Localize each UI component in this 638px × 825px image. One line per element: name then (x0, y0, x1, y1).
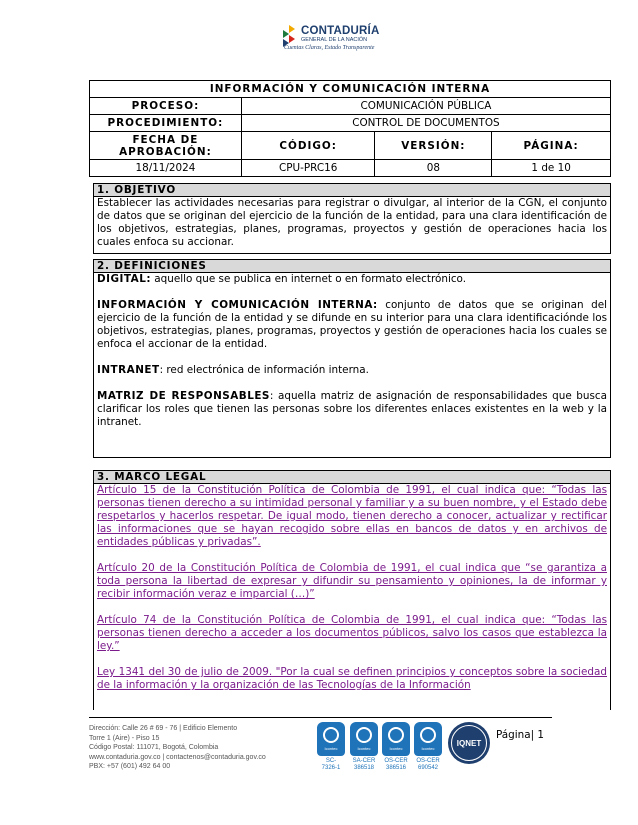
section-heading: 1. OBJETIVO (94, 184, 610, 197)
definition-item (97, 390, 607, 429)
definition-term: INTRANET (97, 364, 160, 376)
definition-item (97, 364, 607, 377)
definition-term: MATRIZ DE RESPONSABLES (97, 390, 270, 402)
legal-reference-link[interactable]: Artículo 74 de la Constitución Política de Colombia de 1991, el cual indica que: “Todas las personas tienen derecho a acceder a los documentos públicos, salvo los casos que establezca la ley.” (97, 614, 607, 652)
section-heading: 3. MARCO LEGAL (94, 471, 610, 484)
legal-reference-link[interactable]: Artículo 15 de la Constitución Política de Colombia de 1991, el cual indica que: “Todas las personas tienen derecho a su intimidad personal y familiar y a su buen nombre, y el Estado debe respetarlos y hacerlos respetar. De igual modo, tienen derecho a conocer, actualizar y rectificar las informaciones que se hayan recogido sobre ellas en bancos de datos y en archivos de entidades públicas y privadas”. (97, 484, 607, 548)
proceso-label: PROCESO: (90, 98, 242, 115)
address-line: Código Postal: 111071, Bogotá, Colombia (89, 744, 219, 751)
address-line: PBX: +57 (601) 492 64 00 (89, 763, 171, 770)
codigo-label: CÓDIGO: (241, 132, 375, 160)
fecha-value: 18/11/2024 (90, 160, 242, 177)
pagina-value: 1 de 10 (492, 160, 611, 177)
icontec-logo-icon: Icontec (317, 722, 345, 756)
address-line: Torre 1 (Aire) - Piso 15 (89, 734, 160, 742)
definition-text: : red electrónica de información interna. (159, 364, 369, 376)
document-control-table (89, 80, 611, 177)
footer-divider (89, 717, 552, 718)
icontec-logo-icon: Icontec (382, 722, 410, 756)
contaduria-logo (280, 24, 400, 54)
certification-badge (316, 722, 346, 780)
iqnet-logo-icon: IQNET (448, 722, 490, 764)
definition-term: DIGITAL: (97, 273, 151, 285)
section-definiciones (93, 259, 611, 458)
certification-code: OS-CER 690542 (416, 758, 440, 771)
certification-code: OS-CER 386516 (384, 758, 408, 771)
definition-text: : aquella matriz de asignación de responsabilidades que busca clarificar los roles que tienen las personas sobre los diferentes enlaces existentes en la web y la intranet. (97, 390, 607, 428)
icontec-logo-icon: Icontec (350, 722, 378, 756)
logo-subtitle: GENERAL DE LA NACIÓN (301, 37, 368, 43)
pagina-label: PÁGINA: (492, 132, 611, 160)
certification-badge (381, 722, 411, 780)
version-value: 08 (375, 160, 492, 177)
definition-item (97, 273, 607, 286)
procedimiento-label: PROCEDIMIENTO: (90, 115, 242, 132)
version-label: VERSIÓN: (375, 132, 492, 160)
address-line: Dirección: Calle 26 # 69 - 76 | Edificio Elemento (89, 725, 238, 732)
legal-reference-link[interactable]: Artículo 20 de la Constitución Política de Colombia de 1991, el cual indica que “se garantiza a toda persona la libertad de expresar y difundir su pensamiento y opiniones, la de informar y recibir información veraz e imparcial (…)” (97, 562, 607, 600)
fecha-label: FECHA DE APROBACIÓN: (90, 132, 242, 160)
certification-badge (413, 722, 443, 780)
proceso-value: COMUNICACIÓN PÚBLICA (241, 98, 610, 115)
footer-address (89, 724, 266, 772)
section-objetivo (93, 183, 611, 254)
codigo-value: CPU-PRC16 (241, 160, 375, 177)
objetivo-text: Establecer las actividades necesarias para registrar o divulgar, al interior de la CGN, el conjunto de datos que se originan del ejercicio de la función de la entidad, para una clara identificación de los objetivos, estrategias, planes, programas, proyectos y gestión de operaciones hacia los cuales enfoca su accionar. (97, 197, 607, 248)
icontec-logo-icon: Icontec (414, 722, 442, 756)
certification-badge (349, 722, 379, 780)
section-heading: 2. DEFINICIONES (94, 260, 610, 273)
legal-reference-link[interactable]: Ley 1341 del 30 de julio de 2009. "Por la cual se definen principios y conceptos sobre la sociedad de la información y la organización de las Tecnologías de la Información (97, 666, 607, 691)
certification-code: SA-CER 386518 (352, 758, 376, 771)
definition-term: INFORMACIÓN Y COMUNICACIÓN INTERNA: (97, 299, 378, 311)
definition-text: conjunto de datos que se originan del ejercicio de la función de la entidad y se difunde en su interior para una clara identificacióndе los objetivos, estrategias, planes, programas, proyectos y gestión de operaciones hacia los cuales se enfoca el accionar de la entidad. (97, 299, 608, 350)
definition-text: aquello que se publica en internet o en formato electrónico. (150, 273, 467, 285)
address-line: www.contaduria.gov.co | contactenos@contaduria.gov.co (89, 753, 266, 761)
certification-code: SC- 7326-1 (321, 758, 341, 771)
procedimiento-value: CONTROL DE DOCUMENTOS (241, 115, 610, 132)
definition-item (97, 299, 607, 351)
logo-slogan: Cuentas Claras, Estado Transparente (284, 45, 375, 51)
page-number: Página| 1 (496, 729, 545, 741)
logo-name: CONTADURÍA (301, 25, 380, 37)
section-marco-legal (93, 470, 611, 710)
document-title: INFORMACIÓN Y COMUNICACIÓN INTERNA (90, 81, 611, 98)
